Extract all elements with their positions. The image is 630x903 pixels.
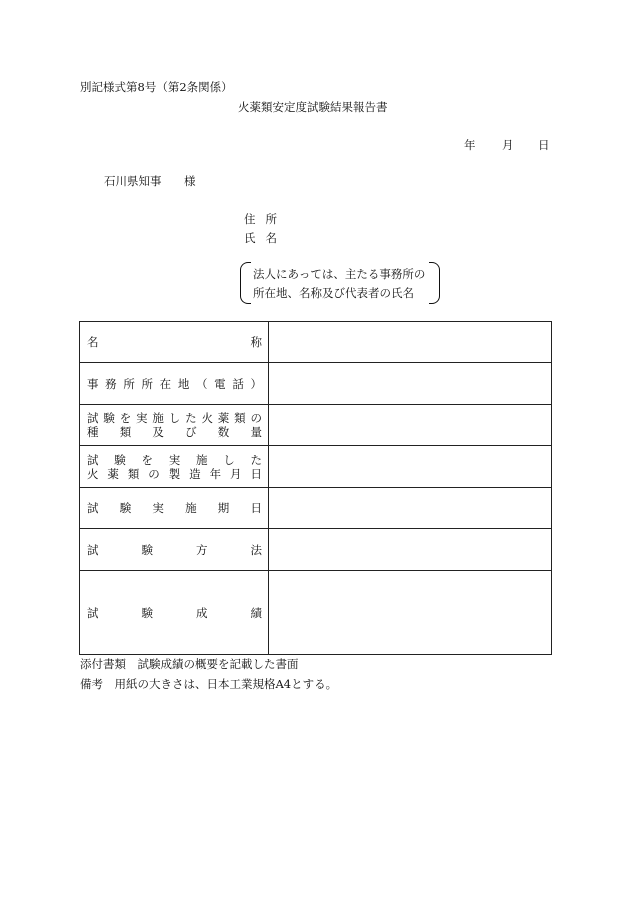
addressee-name: 石川県知事: [104, 174, 162, 188]
label-line: 試験を実施した火薬類の: [87, 411, 262, 425]
label-line: 名称: [87, 335, 262, 349]
label-line: 試験方法: [87, 542, 262, 557]
corporate-note: [240, 262, 440, 304]
row-value-test-date[interactable]: [269, 488, 552, 529]
row-value-office-address[interactable]: [269, 363, 552, 405]
row-label-name: [80, 322, 269, 363]
date-month: 月: [502, 138, 514, 152]
row-label-explosive-type-quantity: [80, 405, 269, 446]
table-row: [80, 322, 552, 363]
table-row: [80, 446, 552, 488]
label-line: 火薬類の製造年月日: [87, 466, 262, 481]
row-value-explosive-type-quantity[interactable]: [269, 405, 552, 446]
label-line: 試験実施期日: [87, 501, 262, 515]
row-label-test-method: [80, 529, 269, 571]
attached-documents-note: 添付書類 試験成績の概要を記載した書面: [80, 657, 299, 671]
right-bracket: [429, 262, 440, 304]
label-line: 試験成績: [87, 605, 262, 620]
remarks-note: 備考 用紙の大きさは、日本工業規格A4とする。: [80, 677, 338, 691]
row-label-test-results: [80, 571, 269, 655]
row-value-name[interactable]: [269, 322, 552, 363]
row-value-test-results[interactable]: [269, 571, 552, 655]
document-title: 火薬類安定度試験結果報告書: [238, 100, 388, 114]
table-row: [80, 363, 552, 405]
label-line: 事務所所在地（電話）: [87, 376, 262, 391]
date-day: 日: [538, 138, 550, 152]
table-row: [80, 488, 552, 529]
row-label-test-date: [80, 488, 269, 529]
table-row: [80, 571, 552, 655]
name-label: 氏名: [244, 231, 287, 245]
addressee-honorific: 様: [184, 174, 196, 188]
form-code: 別記様式第8号（第2条関係）: [80, 80, 233, 94]
label-line: 試験を実施した: [87, 452, 262, 467]
table-row: [80, 529, 552, 571]
report-table: [79, 321, 552, 655]
row-label-office-address: [80, 363, 269, 405]
address-label: 住所: [244, 212, 287, 226]
row-label-manufacture-date: [80, 446, 269, 488]
date-year: 年: [464, 138, 476, 152]
row-value-manufacture-date[interactable]: [269, 446, 552, 488]
corporate-note-line: 法人にあっては、主たる事務所の: [253, 267, 426, 281]
left-bracket: [240, 262, 251, 304]
label-line: 種類及び数量: [87, 425, 262, 439]
table-row: [80, 405, 552, 446]
row-value-test-method[interactable]: [269, 529, 552, 571]
corporate-note-line: 所在地、名称及び代表者の氏名: [253, 286, 414, 300]
